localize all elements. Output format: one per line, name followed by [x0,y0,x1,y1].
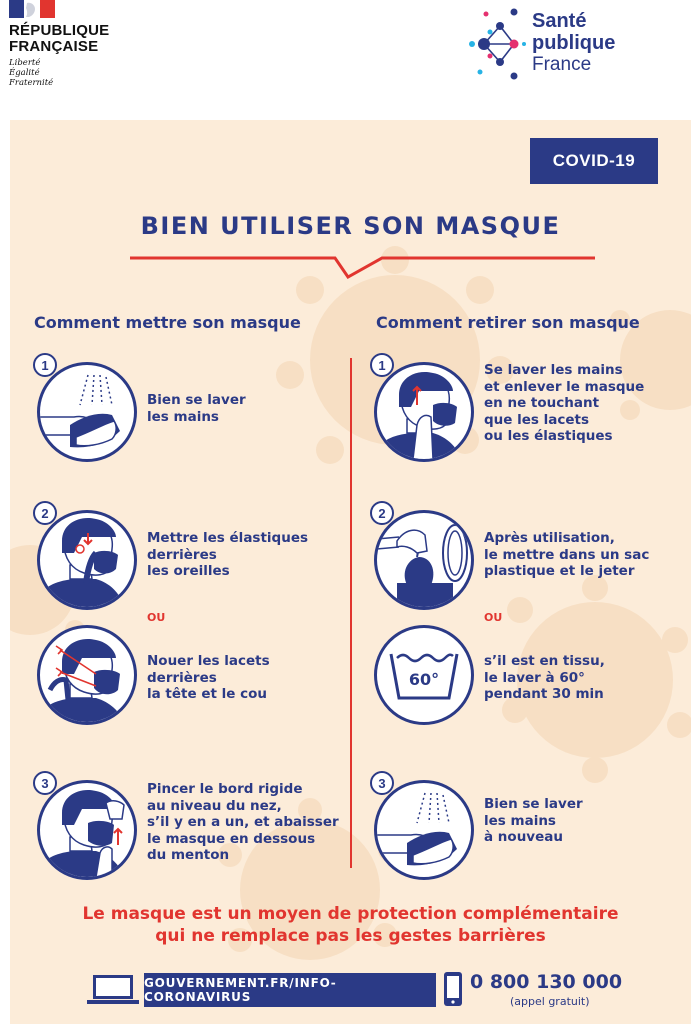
wash-temperature-label: 60° [408,670,440,689]
speech-bubble-underline [130,245,595,285]
phone-icon [443,971,463,1007]
put-step1-number: 1 [33,353,57,377]
remove-step1-number: 1 [370,353,394,377]
poster-panel [10,120,691,1024]
put-on-mask-heading: Comment mettre son masque [34,313,301,332]
warning-line2: qui ne remplace pas les gestes barrières [155,926,546,946]
remove-step1-illustration [374,362,474,462]
spf-name-line2: publique [532,32,616,54]
remove-step3-illustration [374,780,474,880]
spf-name-line3: France [532,54,592,75]
wash-hands-icon [40,365,134,459]
trash-bag-icon [377,513,471,607]
remove-step1-text: Se laver les mains et enlever le masque en ne touchant que les lacets ou les élastiques [484,362,645,444]
put-step2b-text: Nouer les lacets derrières la tête et le cou [147,653,270,702]
spf-name-line1: Santé [532,10,587,32]
marianne-flag-icon [9,0,55,18]
sante-publique-france-logo [466,4,636,86]
remove-step2-illustration [374,510,474,610]
hotline-phone-number[interactable]: 0 800 130 000 [470,971,623,993]
covid-19-badge: COVID-19 [530,138,658,184]
put-step3-number: 3 [33,771,57,795]
rf-name-line2: FRANÇAISE [9,38,99,55]
remove-step2b-text: s’il est en tissu, le laver à 60° pendant 30 min [484,653,605,702]
rf-motto-liberte: Liberté [9,58,41,68]
put-step2b-illustration [37,625,137,725]
remove-step2b-illustration [374,625,474,725]
rf-motto-egalite: Égalité [9,68,40,78]
republique-francaise-logo [9,0,139,88]
remove-mask-icon [377,365,471,459]
rf-name-line1: RÉPUBLIQUE [9,22,110,39]
put-or-label: OU [147,611,166,624]
ear-elastic-icon [40,513,134,607]
rf-motto-fraternite: Fraternité [9,78,54,88]
warning-line1: Le masque est un moyen de protection complémentaire [82,904,619,924]
put-step3-illustration [37,780,137,880]
hotline-free-call-note: (appel gratuit) [510,995,590,1008]
remove-step2-text: Après utilisation, le mettre dans un sac plastique et le jeter [484,530,650,579]
spf-dots-logo [466,4,528,86]
wash-hands-again-icon [377,783,471,877]
warning-message [10,903,691,947]
put-step3-text: Pincer le bord rigide au niveau du nez, s’il y en a un, et abaisser le masque en dessous du menton [147,781,339,863]
remove-step2-number: 2 [370,501,394,525]
remove-step3-text: Bien se laver les mains à nouveau [484,796,583,845]
remove-mask-heading: Comment retirer son masque [376,313,640,332]
laptop-icon [87,973,139,1005]
put-step2-text: Mettre les élastiques derrières les oreilles [147,530,309,579]
remove-step3-number: 3 [370,771,394,795]
gouvernement-url-link[interactable]: GOUVERNEMENT.FR/INFO-CORONAVIRUS [144,973,436,1007]
put-step2-number: 2 [33,501,57,525]
column-divider [350,358,352,868]
poster-title: BIEN UTILISER SON MASQUE [140,212,561,240]
pinch-nose-icon [40,783,134,877]
tie-laces-icon [40,628,134,722]
put-step2-illustration [37,510,137,610]
remove-or-label: OU [484,611,503,624]
put-step1-text: Bien se laver les mains [147,392,246,425]
put-step1-illustration [37,362,137,462]
